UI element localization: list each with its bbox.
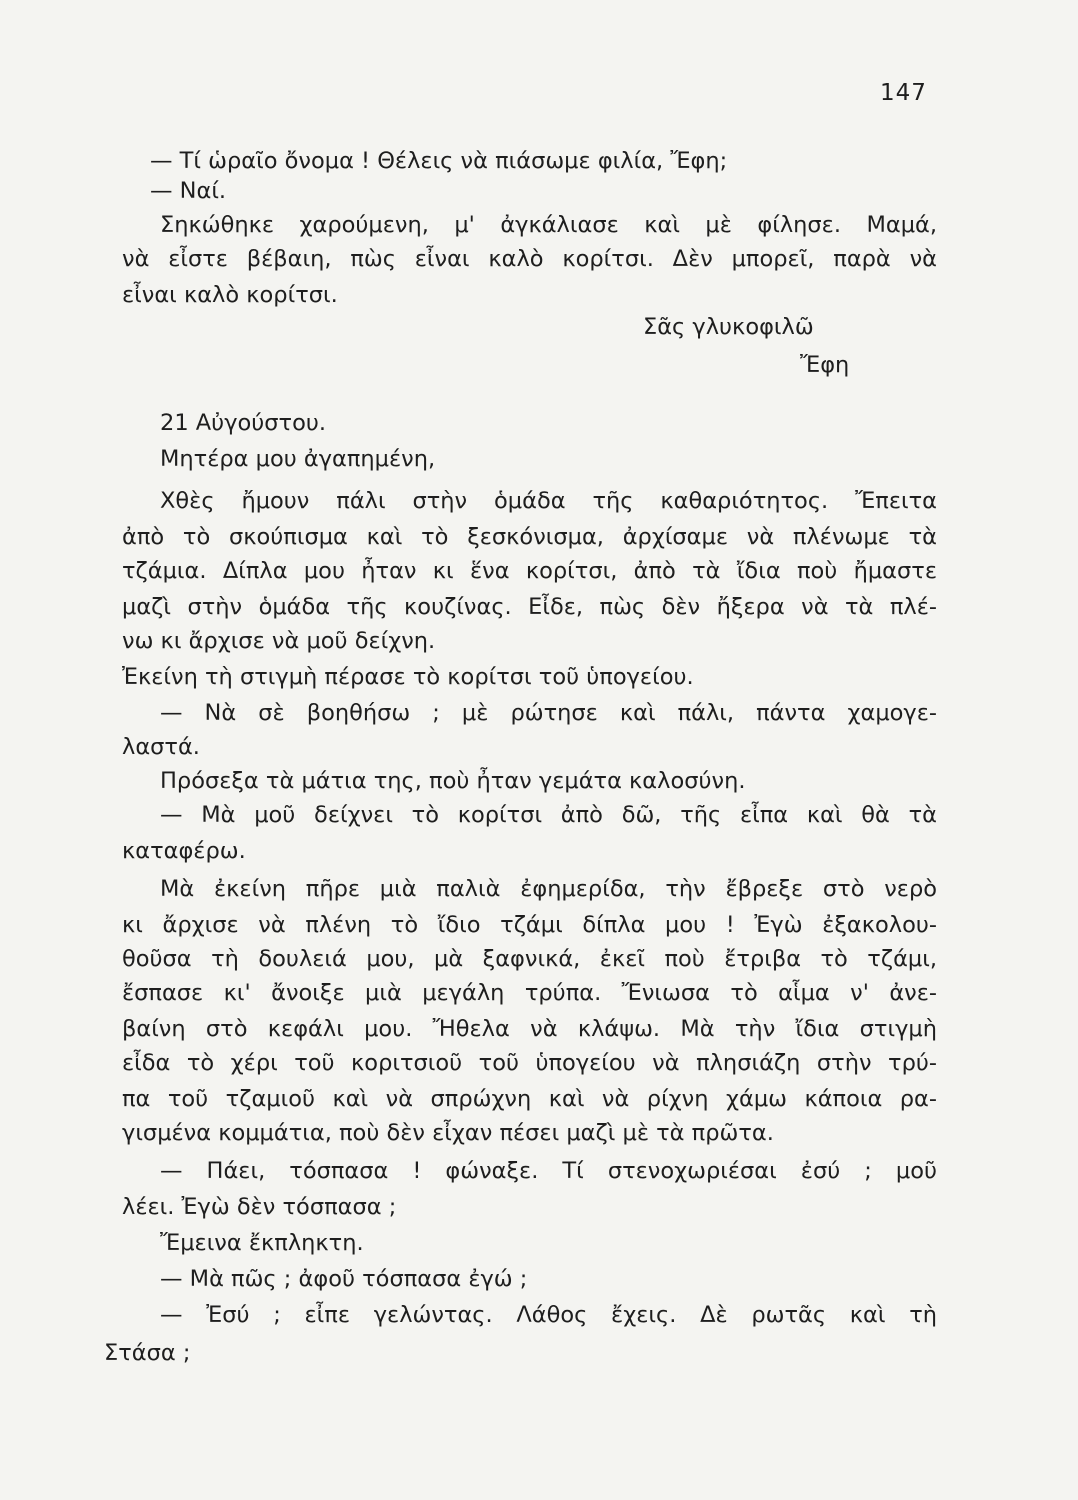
text-line: — Τί ὡραῖο ὄνομα ! Θέλεις νὰ πιάσωμε φιλία, Ἔφη; xyxy=(150,148,728,174)
text-line: Μὰ ἐκείνη πῆρε μιὰ παλιὰ ἐφημερίδα, τὴν ἔβρεξε στὸ νερὸ xyxy=(160,876,937,902)
text-line: ἔσπασε κι' ἄνοιξε μιὰ μεγάλη τρύπα. Ἔνιωσα τὸ αἷμα ν' ἀνε- xyxy=(122,980,937,1006)
signature-name: Ἔφη xyxy=(800,352,850,378)
text-line: λέει. Ἐγὼ δὲν τόσπασα ; xyxy=(122,1194,397,1220)
text-line: — Μὰ μοῦ δείχνει τὸ κορίτσι ἀπὸ δῶ, τῆς εἶπα καὶ θὰ τὰ xyxy=(160,802,937,828)
text-line: Σηκώθηκε χαρούμενη, μ' ἀγκάλιασε καὶ μὲ φίλησε. Μαμά, xyxy=(160,212,937,238)
text-line: θοῦσα τὴ δουλειά μου, μὰ ξαφνικά, ἐκεῖ ποὺ ἔτριβα τὸ τζάμι, xyxy=(122,946,937,972)
page-number: 147 xyxy=(880,80,927,106)
text-line: τζάμια. Δίπλα μου ἦταν κι ἕνα κορίτσι, ἀπὸ τὰ ἴδια ποὺ ἤμαστε xyxy=(122,558,937,584)
text-line: νὰ εἶστε βέβαιη, πὼς εἶναι καλὸ κορίτσι. Δὲν μπορεῖ, παρὰ νὰ xyxy=(122,246,937,272)
text-line: βαίνη στὸ κεφάλι μου. Ἤθελα νὰ κλάψω. Μὰ τὴν ἴδια στιγμὴ xyxy=(122,1016,937,1042)
text-line: — Μὰ πῶς ; ἀφοῦ τόσπασα ἐγώ ; xyxy=(160,1266,528,1292)
text-line: Πρόσεξα τὰ μάτια της, ποὺ ἦταν γεμάτα καλοσύνη. xyxy=(160,768,746,794)
text-line: γισμένα κομμάτια, ποὺ δὲν εἶχαν πέσει μαζὶ μὲ τὰ πρῶτα. xyxy=(122,1120,774,1146)
text-line: Χθὲς ἤμουν πάλι στὴν ὁμάδα τῆς καθαριότητος. Ἔπειτα xyxy=(160,488,937,514)
signoff-greeting: Σᾶς γλυκοφιλῶ xyxy=(643,314,814,340)
text-line: καταφέρω. xyxy=(122,838,246,864)
letter-salutation: Μητέρα μου ἀγαπημένη, xyxy=(160,446,436,472)
text-line: — Ἐσύ ; εἶπε γελώντας. Λάθος ἔχεις. Δὲ ρωτᾶς καὶ τὴ xyxy=(160,1302,937,1328)
text-line: κι ἄρχισε νὰ πλένη τὸ ἴδιο τζάμι δίπλα μου ! Ἐγὼ ἐξακολου- xyxy=(122,912,937,938)
text-line: — Νὰ σὲ βοηθήσω ; μὲ ρώτησε καὶ πάλι, πάντα χαμογε- xyxy=(160,700,937,726)
letter-date: 21 Αὐγούστου. xyxy=(160,410,327,436)
text-line: πα τοῦ τζαμιοῦ καὶ νὰ σπρώχνη καὶ νὰ ρίχνη χάμω κάποια ρα- xyxy=(122,1086,937,1112)
text-line: εἶναι καλὸ κορίτσι. xyxy=(122,282,338,308)
text-line: Ἔμεινα ἔκπληκτη. xyxy=(160,1230,364,1256)
text-line: — Ναί. xyxy=(150,178,227,204)
text-line: εἶδα τὸ χέρι τοῦ κοριτσιοῦ τοῦ ὑπογείου νὰ πλησιάζη στὴν τρύ- xyxy=(122,1050,937,1076)
text-line: Ἐκείνη τὴ στιγμὴ πέρασε τὸ κορίτσι τοῦ ὑπογείου. xyxy=(122,664,694,690)
text-line: νω κι ἄρχισε νὰ μοῦ δείχνη. xyxy=(122,628,436,654)
text-line: λαστά. xyxy=(122,734,200,760)
text-line: Στάσα ; xyxy=(104,1340,191,1366)
text-line: — Πάει, τόσπασα ! φώναξε. Τί στενοχωριέσαι ἐσύ ; μοῦ xyxy=(160,1158,937,1184)
text-line: ἀπὸ τὸ σκούπισμα καὶ τὸ ξεσκόνισμα, ἀρχίσαμε νὰ πλένωμε τὰ xyxy=(122,524,937,550)
text-line: μαζὶ στὴν ὁμάδα τῆς κουζίνας. Εἶδε, πὼς δὲν ἤξερα νὰ τὰ πλέ- xyxy=(122,594,937,620)
